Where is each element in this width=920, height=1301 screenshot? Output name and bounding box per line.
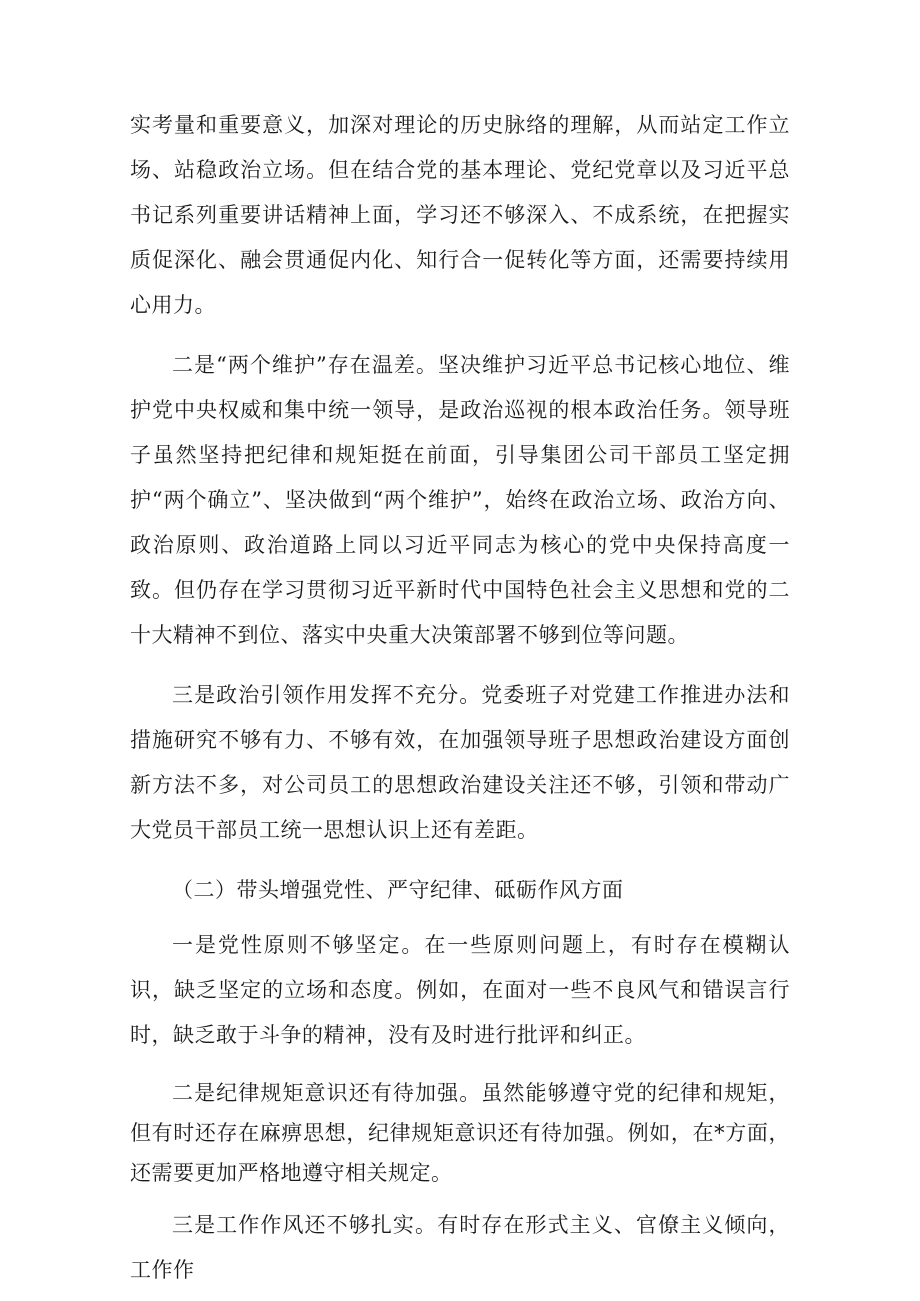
document-body: [130, 103, 790, 1293]
paragraph-political-leadership: 三是政治引领作用发挥不充分。党委班子对党建工作推进办法和措施研究不够有力、不够有效，在加强领导班子思想政治建设方面创新方法不多，对公司员工的思想政治建设关注还不够，引领和带动广大党员干部员工统一思想认识上还有差距。: [130, 683, 790, 842]
paragraph-continuation: 实考量和重要意义，加深对理论的历史脉络的理解，从而站定工作立场、站稳政治立场。但在结合党的基本理论、党纪党章以及习近平总书记系列重要讲话精神上面，学习还不够深入、不成系统，在把握实质促深化、融会贯通促内化、知行合一促转化等方面，还需要持续用心用力。: [130, 113, 790, 317]
paragraph-work-style: 三是工作作风还不够扎实。有时存在形式主义、官僚主义倾向，工作作: [130, 1213, 790, 1282]
section-heading: （二）带头增强党性、严守纪律、砥砺作风方面: [172, 878, 624, 902]
paragraph-discipline: 二是纪律规矩意识还有待加强。虽然能够遵守党的纪律和规矩，但有时还存在麻痹思想，纪律规矩意识还有待加强。例如，在*方面，还需要更加严格地遵守相关规定。: [130, 1081, 790, 1185]
paragraph-two-maintenance: 二是“两个维护”存在温差。坚决维护习近平总书记核心地位、维护党中央权威和集中统一领导，是政治巡视的根本政治任务。领导班子虽然坚持把纪律和规矩挺在前面，引导集团公司干部员工坚定拥护“两个确立”、坚决做到“两个维护”，始终在政治立场、政治方向、政治原则、政治道路上同以习近平同志为核心的党中央保持高度一致。但仍存在学习贯彻习近平新时代中国特色社会主义思想和党的二十大精神不到位、落实中央重大决策部署不够到位等问题。: [130, 353, 790, 647]
paragraph-party-principle: 一是党性原则不够坚定。在一些原则问题上，有时存在模糊认识，缺乏坚定的立场和态度。例如，在面对一些不良风气和错误言行时，缺乏敢于斗争的精神，没有及时进行批评和纠正。: [130, 933, 790, 1047]
